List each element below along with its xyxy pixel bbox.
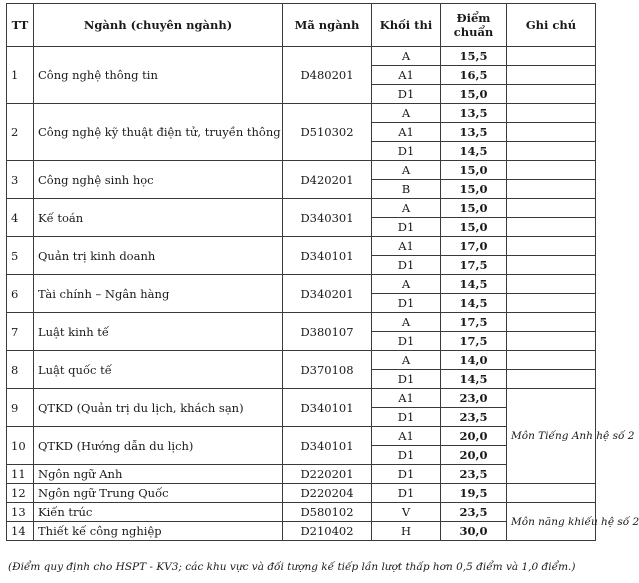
- cell-exam-block: A: [372, 313, 441, 332]
- header-code: Mã ngành: [283, 4, 372, 47]
- cell-tt: 2: [7, 104, 34, 161]
- table-row: [7, 47, 596, 66]
- cell-cutoff-score: 17,0: [441, 237, 507, 256]
- cell-cutoff-score: 23,5: [441, 465, 507, 484]
- cell-exam-block: A1: [372, 237, 441, 256]
- cell-tt: 14: [7, 522, 34, 541]
- cell-tt: 10: [7, 427, 34, 465]
- cell-major-name: Ngôn ngữ Trung Quốc: [34, 484, 283, 503]
- cell-note-empty: [507, 85, 596, 104]
- cell-major-code: D510302: [283, 104, 372, 161]
- cell-exam-block: A1: [372, 389, 441, 408]
- cell-exam-block: A: [372, 161, 441, 180]
- cell-major-code: D380107: [283, 313, 372, 351]
- cell-cutoff-score: 13,5: [441, 104, 507, 123]
- cell-cutoff-score: 15,5: [441, 47, 507, 66]
- cell-exam-block: D1: [372, 85, 441, 104]
- header-score: Điểm chuẩn: [441, 4, 507, 47]
- cell-cutoff-score: 16,5: [441, 66, 507, 85]
- cell-cutoff-score: 23,0: [441, 389, 507, 408]
- cell-exam-block: D1: [372, 218, 441, 237]
- cell-major-name: QTKD (Quản trị du lịch, khách sạn): [34, 389, 283, 427]
- cell-exam-block: D1: [372, 446, 441, 465]
- table-row: [7, 199, 596, 218]
- cell-exam-block: V: [372, 503, 441, 522]
- cell-cutoff-score: 14,5: [441, 142, 507, 161]
- note-english-weight: Môn Tiếng Anh hệ số 2: [507, 389, 596, 484]
- cell-major-name: QTKD (Hướng dẫn du lịch): [34, 427, 283, 465]
- cell-exam-block: A: [372, 351, 441, 370]
- cell-major-code: D340201: [283, 275, 372, 313]
- cell-major-name: Kiến trúc: [34, 503, 283, 522]
- cell-tt: 7: [7, 313, 34, 351]
- cell-major-code: D340301: [283, 199, 372, 237]
- cell-cutoff-score: 15,0: [441, 199, 507, 218]
- cell-exam-block: B: [372, 180, 441, 199]
- cell-cutoff-score: 17,5: [441, 256, 507, 275]
- cell-note-empty: [507, 313, 596, 332]
- cell-exam-block: D1: [372, 408, 441, 427]
- table-row: [7, 275, 596, 294]
- cell-cutoff-score: 20,0: [441, 446, 507, 465]
- cell-major-name: Tài chính – Ngân hàng: [34, 275, 283, 313]
- cell-major-code: D370108: [283, 351, 372, 389]
- cell-cutoff-score: 23,5: [441, 408, 507, 427]
- cell-cutoff-score: 14,5: [441, 294, 507, 313]
- cell-cutoff-score: 14,0: [441, 351, 507, 370]
- cell-major-code: D580102: [283, 503, 372, 522]
- cell-cutoff-score: 14,5: [441, 370, 507, 389]
- cell-cutoff-score: 17,5: [441, 313, 507, 332]
- header-tt: TT: [7, 4, 34, 47]
- table-row: [7, 161, 596, 180]
- cell-exam-block: A: [372, 104, 441, 123]
- note-aptitude-weight: Môn năng khiếu hệ số 2: [507, 503, 596, 541]
- cell-major-name: Luật quốc tế: [34, 351, 283, 389]
- cell-exam-block: D1: [372, 332, 441, 351]
- cell-note-empty: [507, 66, 596, 85]
- cell-exam-block: D1: [372, 484, 441, 503]
- cell-major-name: Công nghệ thông tin: [34, 47, 283, 104]
- cell-note-empty: [507, 294, 596, 313]
- cell-note-empty: [507, 142, 596, 161]
- header-major: Ngành (chuyên ngành): [34, 4, 283, 47]
- cell-major-code: D210402: [283, 522, 372, 541]
- table-row: [7, 351, 596, 370]
- cell-note-empty: [507, 351, 596, 370]
- table-body: [7, 47, 639, 541]
- cell-exam-block: A1: [372, 66, 441, 85]
- cell-tt: 5: [7, 237, 34, 275]
- admission-scores-table: [6, 3, 639, 541]
- cell-major-code: D220204: [283, 484, 372, 503]
- cell-tt: 13: [7, 503, 34, 522]
- cell-note-empty: [507, 104, 596, 123]
- cell-note-empty: [507, 161, 596, 180]
- cell-tt: 8: [7, 351, 34, 389]
- cell-exam-block: A: [372, 199, 441, 218]
- cell-major-name: Quản trị kinh doanh: [34, 237, 283, 275]
- cell-cutoff-score: 15,0: [441, 180, 507, 199]
- cell-exam-block: A: [372, 275, 441, 294]
- cell-major-name: Công nghệ sinh học: [34, 161, 283, 199]
- table-row: [7, 313, 596, 332]
- cell-cutoff-score: 30,0: [441, 522, 507, 541]
- cell-cutoff-score: 19,5: [441, 484, 507, 503]
- cell-note-empty: [507, 275, 596, 294]
- cell-tt: 12: [7, 484, 34, 503]
- cell-cutoff-score: 17,5: [441, 332, 507, 351]
- header-block: Khối thi: [372, 4, 441, 47]
- header-note: Ghi chú: [507, 4, 596, 47]
- cell-major-code: D480201: [283, 47, 372, 104]
- cell-exam-block: D1: [372, 294, 441, 313]
- cell-exam-block: D1: [372, 142, 441, 161]
- cell-note-empty: [507, 180, 596, 199]
- cell-cutoff-score: 15,0: [441, 161, 507, 180]
- cell-note-empty: [507, 237, 596, 256]
- cell-note-empty: [507, 256, 596, 275]
- cell-cutoff-score: 20,0: [441, 427, 507, 446]
- cell-major-code: D340101: [283, 389, 372, 427]
- cell-exam-block: A1: [372, 123, 441, 142]
- table-row: [7, 484, 596, 503]
- cell-note-empty: [507, 332, 596, 351]
- cell-note-empty: [507, 47, 596, 66]
- table-row: [7, 237, 596, 256]
- table-row: [7, 104, 596, 123]
- cell-major-name: Công nghệ kỹ thuật điện tử, truyền thông: [34, 104, 283, 161]
- cell-note-empty: [507, 123, 596, 142]
- cell-exam-block: H: [372, 522, 441, 541]
- cell-note-empty: [507, 370, 596, 389]
- cell-note-empty: [507, 199, 596, 218]
- cell-note-empty: [507, 218, 596, 237]
- cell-cutoff-score: 23,5: [441, 503, 507, 522]
- cell-major-name: Ngôn ngữ Anh: [34, 465, 283, 484]
- cell-cutoff-score: 14,5: [441, 275, 507, 294]
- cell-exam-block: D1: [372, 370, 441, 389]
- footnote: (Điểm quy định cho HSPT - KV3; các khu vực và đối tượng kế tiếp lần lượt thấp hơn 0,5 điểm và 1,0 điểm.): [8, 561, 576, 573]
- table-row: [7, 389, 596, 408]
- cell-major-name: Luật kinh tế: [34, 313, 283, 351]
- cell-cutoff-score: 13,5: [441, 123, 507, 142]
- cell-tt: 6: [7, 275, 34, 313]
- cell-tt: 11: [7, 465, 34, 484]
- cell-note-empty: [507, 484, 596, 503]
- cell-major-name: Kế toán: [34, 199, 283, 237]
- cell-exam-block: A: [372, 47, 441, 66]
- cell-tt: 1: [7, 47, 34, 104]
- cell-tt: 9: [7, 389, 34, 427]
- cell-major-code: D220201: [283, 465, 372, 484]
- cell-exam-block: A1: [372, 427, 441, 446]
- cell-cutoff-score: 15,0: [441, 218, 507, 237]
- cell-major-name: Thiết kế công nghiệp: [34, 522, 283, 541]
- table-header-row: [7, 4, 596, 47]
- cell-cutoff-score: 15,0: [441, 85, 507, 104]
- cell-tt: 4: [7, 199, 34, 237]
- cell-exam-block: D1: [372, 256, 441, 275]
- cell-major-code: D340101: [283, 237, 372, 275]
- cell-major-code: D420201: [283, 161, 372, 199]
- cell-major-code: D340101: [283, 427, 372, 465]
- cell-tt: 3: [7, 161, 34, 199]
- cell-exam-block: D1: [372, 465, 441, 484]
- table-row: [7, 503, 596, 522]
